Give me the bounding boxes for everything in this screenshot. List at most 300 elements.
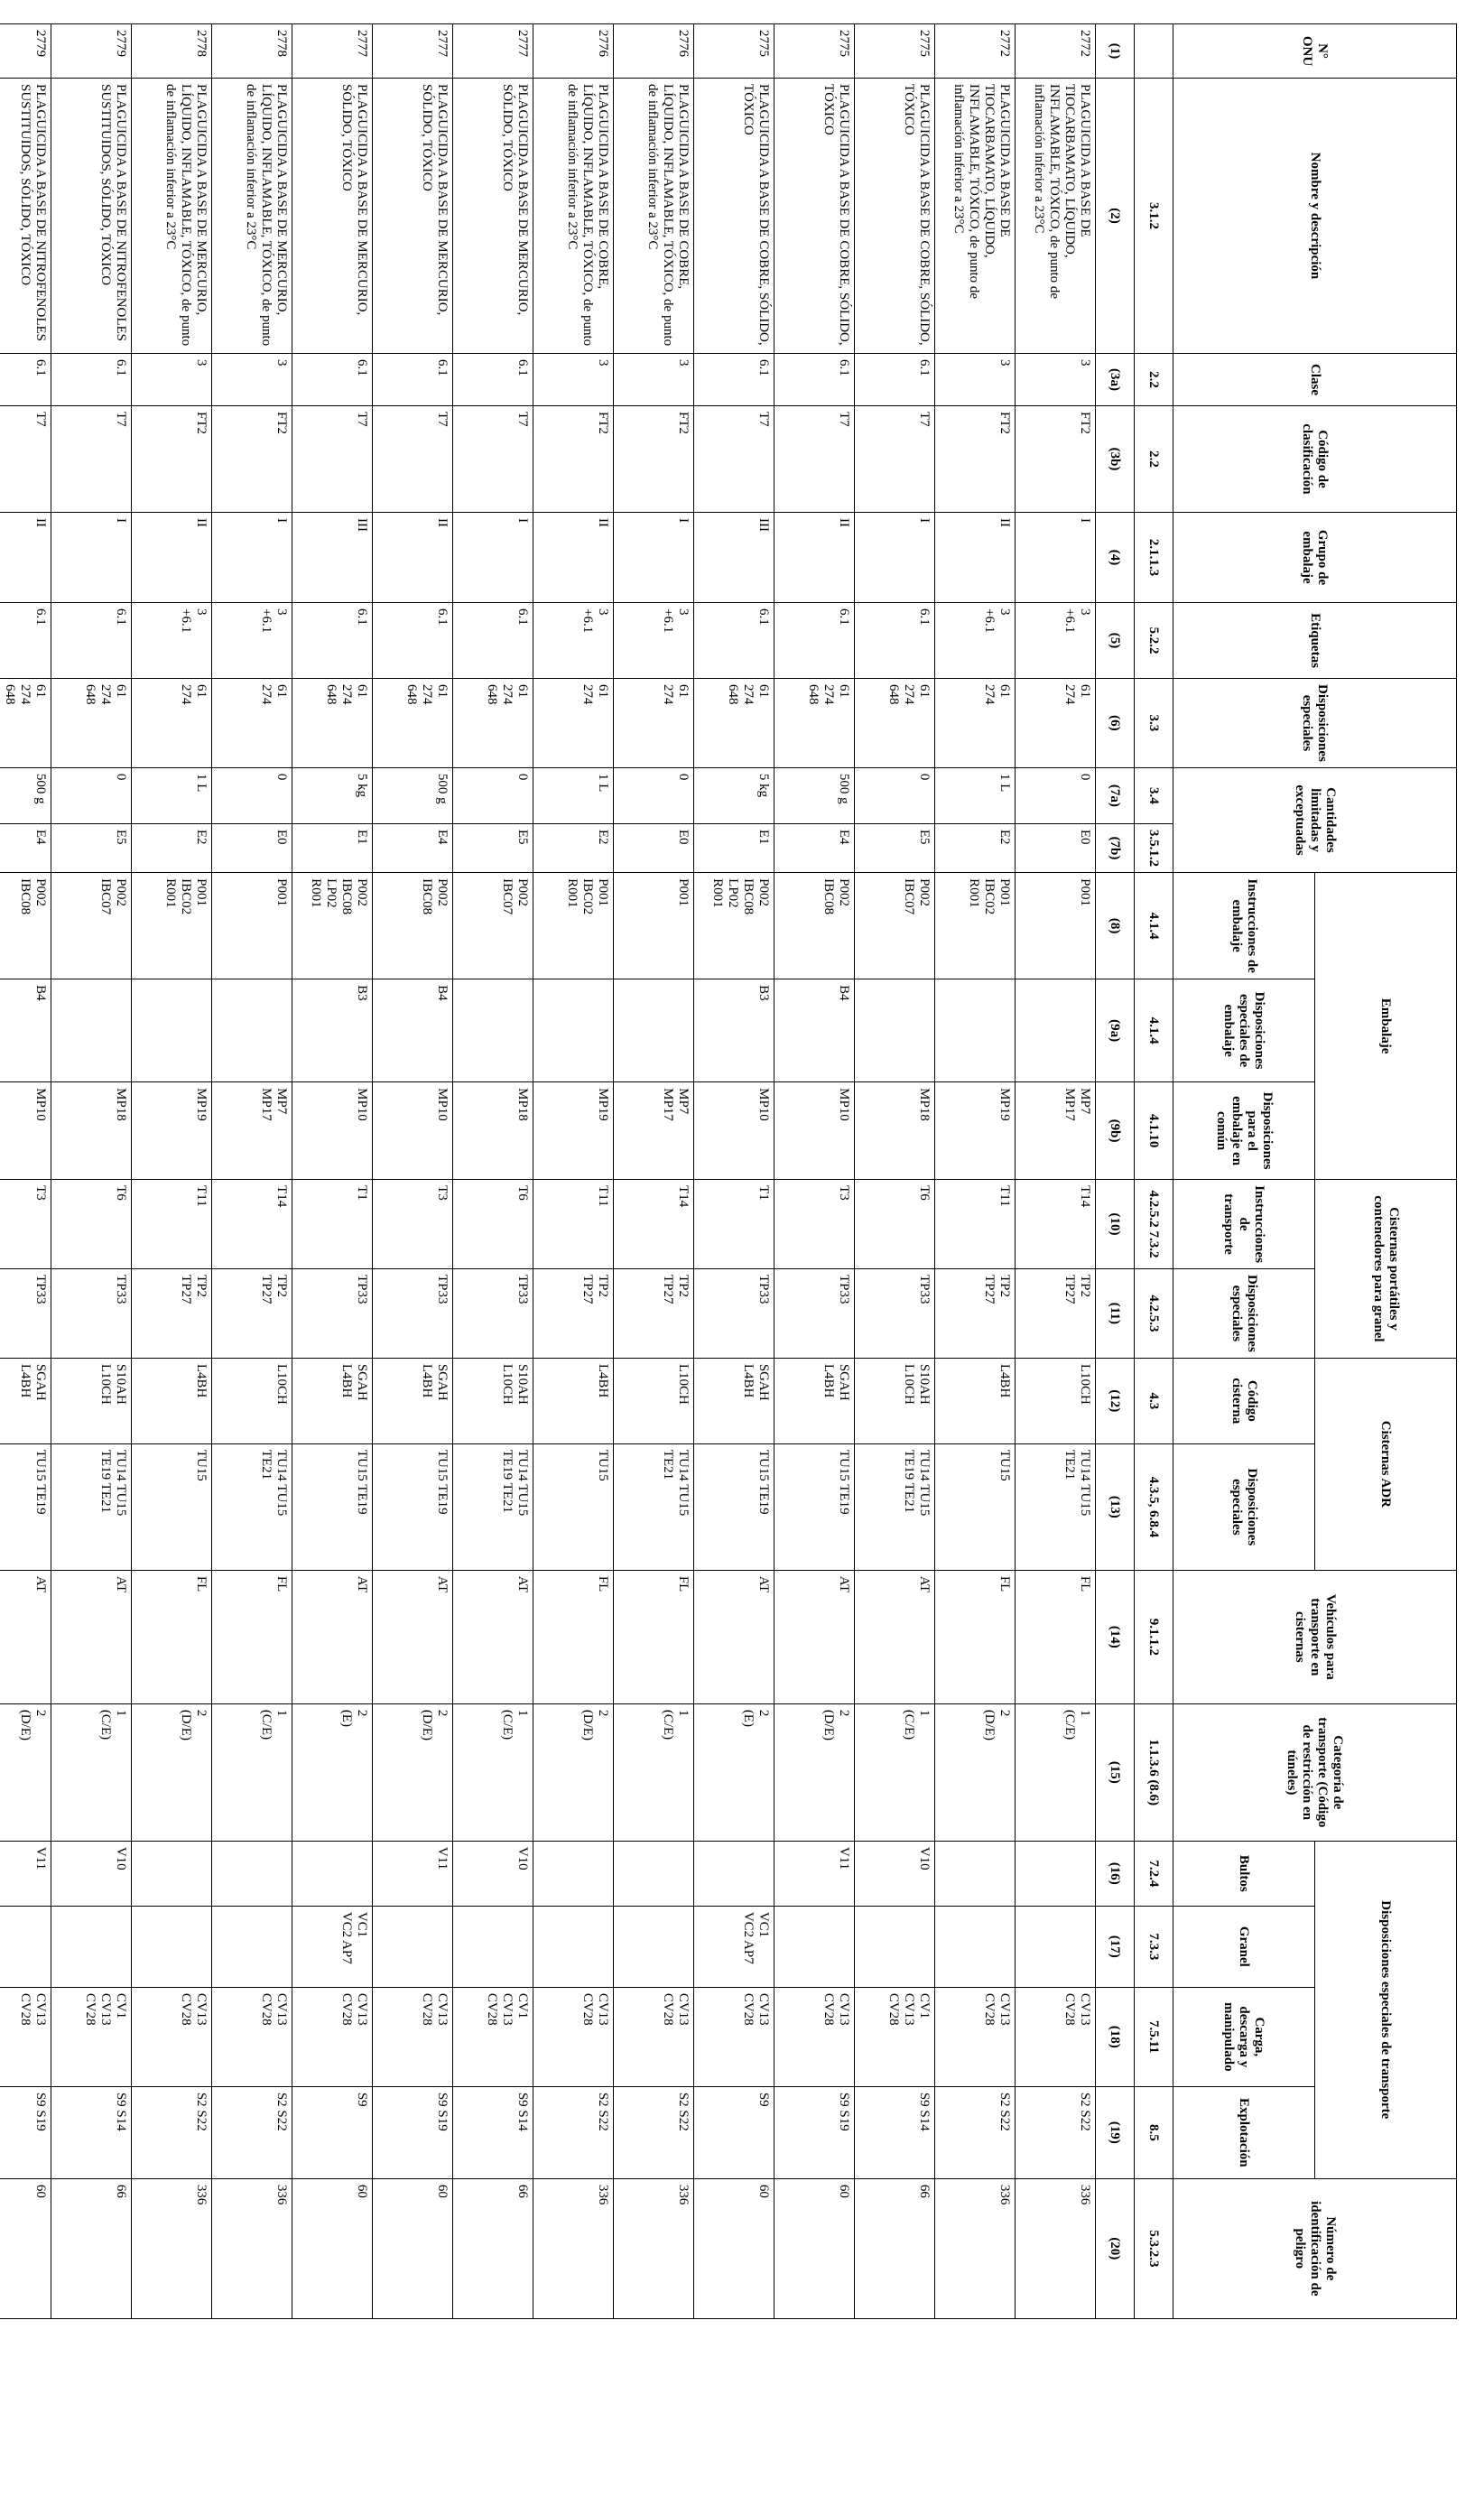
table-row [855,24,935,2319]
table-cell: 336 [212,2178,292,2318]
table-cell [51,1906,132,1987]
table-cell: 6.1 [774,354,855,406]
table-cell: 60 [292,2178,373,2318]
table-cell: 0 [453,767,533,823]
table-cell: 66 [51,2178,132,2318]
header-labels: Etiquetas [1173,603,1457,679]
table-cell: 2776 [614,24,694,79]
table-cell: TP33 [373,1268,453,1358]
table-cell [533,1906,614,1987]
table-cell: 1 (C/E) [614,1703,694,1841]
table-cell: E4 [373,823,453,872]
table-cell: 3 [212,354,292,406]
table-cell: B4 [0,979,51,1082]
table-cell: MP19 [533,1082,614,1180]
table-cell: FL [1016,1570,1096,1703]
table-cell: MP10 [694,1082,774,1180]
reference-cell [1135,24,1173,79]
table-cell: V10 [855,1841,935,1906]
table-cell: T11 [935,1180,1016,1269]
column-number-cell: (12) [1096,1358,1135,1443]
table-cell: TU15 [132,1443,212,1570]
table-cell: T14 [212,1180,292,1269]
table-cell: I [453,513,533,603]
table-cell: S2 S22 [614,2086,694,2178]
table-cell: AT [694,1570,774,1703]
table-cell: TP33 [0,1268,51,1358]
table-cell: 1 (C/E) [51,1703,132,1841]
table-cell [0,1906,51,1987]
table-cell: CV13 CV28 [935,1987,1016,2086]
table-row [453,24,533,2319]
table-cell: 1 (C/E) [1016,1703,1096,1841]
table-cell: VC1 VC2 AP7 [292,1906,373,1987]
table-cell: 6.1 [453,354,533,406]
table-cell: 2 (D/E) [935,1703,1016,1841]
table-cell: S9 S14 [855,2086,935,2178]
table-cell: 3 +6.1 [1016,603,1096,679]
table-cell: 6.1 [51,354,132,406]
table-cell: CV13 CV28 [774,1987,855,2086]
reference-cell: 4.1.10 [1135,1082,1173,1180]
table-cell: 2 (D/E) [533,1703,614,1841]
table-cell: TP33 [855,1268,935,1358]
reference-cell: 7.2.4 [1135,1841,1173,1906]
reference-cell: 5.2.2 [1135,603,1173,679]
table-cell: P002 IBC08 [774,873,855,979]
header-packing-instructions: Instrucciones de embalaje [1173,873,1315,979]
table-cell [533,1841,614,1906]
table-cell: TP2 TP27 [1016,1268,1096,1358]
table-cell: MP10 [373,1082,453,1180]
table-cell [132,979,212,1082]
column-number-cell: (18) [1096,1987,1135,2086]
table-cell: MP7 MP17 [1016,1082,1096,1180]
table-cell: II [935,513,1016,603]
header-row-groups [1315,24,1457,2319]
table-cell: B3 [694,979,774,1082]
table-cell: TP33 [453,1268,533,1358]
table-cell [212,1906,292,1987]
table-cell: MP18 [855,1082,935,1180]
column-number-cell: (14) [1096,1570,1135,1703]
table-cell: P001 IBC02 R001 [533,873,614,979]
table-cell: TP33 [694,1268,774,1358]
table-cell: 500 g [774,767,855,823]
table-cell: 6.1 [292,354,373,406]
table-cell: FT2 [132,406,212,513]
table-cell [453,1906,533,1987]
table-row [373,24,453,2319]
table-cell [694,1841,774,1906]
table-cell: TU15 TE19 [774,1443,855,1570]
table-cell: 3 [1016,354,1096,406]
table-cell: 0 [51,767,132,823]
table-cell: B4 [774,979,855,1082]
table-cell: 336 [1016,2178,1096,2318]
table-cell: 61 274 [533,679,614,768]
table-cell: S9 S14 [51,2086,132,2178]
table-cell [935,979,1016,1082]
table-cell: 60 [0,2178,51,2318]
table-cell: P001 [614,873,694,979]
reference-cell: 4.2.5.3 [1135,1268,1173,1358]
reference-cell: 2.2 [1135,406,1173,513]
table-row [212,24,292,2319]
table-cell: 61 274 [614,679,694,768]
table-cell: 61 274 [212,679,292,768]
table-cell: III [694,513,774,603]
table-cell: T1 [694,1180,774,1269]
table-cell: E2 [132,823,212,872]
table-cell [614,979,694,1082]
table-cell: 2 (D/E) [373,1703,453,1841]
reference-cell: 4.3 [1135,1358,1173,1443]
table-cell: FL [614,1570,694,1703]
table-cell: TP2 TP27 [614,1268,694,1358]
table-cell: TU14 TU15 TE21 [212,1443,292,1570]
header-un-number: N° ONU [1173,24,1457,79]
table-cell: I [1016,513,1096,603]
table-cell: 5 kg [694,767,774,823]
table-cell: SGAH L4BH [774,1358,855,1443]
table-cell: 6.1 [373,603,453,679]
table-cell: P002 IBC07 [855,873,935,979]
table-cell: L4BH [935,1358,1016,1443]
table-cell: PLAGUICIDA A BASE DE MERCURIO, LÍQUIDO, INFLAMABLE, TÓXICO, de punto de inflamación inferior a 23°C [212,79,292,354]
table-cell: L10CH [1016,1358,1096,1443]
header-bulk: Granel [1173,1906,1315,1987]
table-cell: PLAGUICIDA A BASE DE MERCURIO, LÍQUIDO, INFLAMABLE, TÓXICO, de punto de inflamación inferior a 23°C [132,79,212,354]
table-cell: 1 L [533,767,614,823]
table-cell: TU15 TE19 [694,1443,774,1570]
table-cell: 2772 [1016,24,1096,79]
table-cell: I [51,513,132,603]
table-cell: FT2 [533,406,614,513]
table-cell: 6.1 [0,354,51,406]
table-cell: TU15 [935,1443,1016,1570]
header-tank-special-provisions: Disposiciones especiales [1173,1443,1315,1570]
table-cell: T1 [292,1180,373,1269]
table-cell: CV1 CV13 CV28 [453,1987,533,2086]
table-body [0,24,1096,2319]
reference-cell: 8.5 [1135,2086,1173,2178]
table-cell: CV13 CV28 [614,1987,694,2086]
reference-cell: 4.1.4 [1135,873,1173,979]
reference-cell: 9.1.1.2 [1135,1570,1173,1703]
header-tank-code: Código cisterna [1173,1358,1315,1443]
table-cell: AT [855,1570,935,1703]
table-cell [614,1841,694,1906]
table-cell: 3 [132,354,212,406]
table-cell: 5 kg [292,767,373,823]
table-cell: TP33 [774,1268,855,1358]
table-cell: B3 [292,979,373,1082]
table-cell: 2772 [935,24,1016,79]
table-cell: CV13 CV28 [373,1987,453,2086]
table-cell: 2778 [212,24,292,79]
table-row [292,24,373,2319]
table-cell: V10 [51,1841,132,1906]
table-cell: PLAGUICIDA A BASE DE MERCURIO, SÓLIDO, TÓXICO [453,79,533,354]
table-cell: MP7 MP17 [212,1082,292,1180]
header-adr-tanks-group: Cisternas ADR [1315,1358,1457,1570]
table-cell [453,979,533,1082]
table-cell: 2 (D/E) [774,1703,855,1841]
table-cell: T6 [855,1180,935,1269]
table-cell: MP18 [51,1082,132,1180]
table-cell: 500 g [373,767,453,823]
column-number-cell: (3a) [1096,354,1135,406]
table-cell [212,979,292,1082]
table-cell: S2 S22 [132,2086,212,2178]
table-cell: AT [51,1570,132,1703]
table-cell: PLAGUICIDA A BASE DE COBRE, SÓLIDO, TÓXICO [694,79,774,354]
table-cell: MP10 [292,1082,373,1180]
table-cell: III [292,513,373,603]
table-cell: 61 274 648 [51,679,132,768]
table-cell: 2779 [0,24,51,79]
table-cell: SGAH L4BH [292,1358,373,1443]
table-cell: S2 S22 [533,2086,614,2178]
table-cell: L4BH [132,1358,212,1443]
table-cell: P002 IBC08 LP02 R001 [694,873,774,979]
table-cell: PLAGUICIDA A BASE DE MERCURIO, SÓLIDO, TÓXICO [373,79,453,354]
table-cell: 2779 [51,24,132,79]
reference-cell: 7.3.3 [1135,1906,1173,1987]
table-cell: FT2 [1016,406,1096,513]
table-cell: FL [132,1570,212,1703]
table-cell: PLAGUICIDA A BASE DE NITROFENOLES SUSTITUIDOS, SÓLIDO, TÓXICO [0,79,51,354]
column-number-cell: (8) [1096,873,1135,979]
table-cell: T11 [132,1180,212,1269]
table-cell: SGAH L4BH [0,1358,51,1443]
table-cell: 61 274 648 [373,679,453,768]
table-cell: V11 [0,1841,51,1906]
table-cell: 336 [533,2178,614,2318]
table-cell: V11 [373,1841,453,1906]
header-name: Nombre y descripción [1173,79,1457,354]
table-cell: VC1 VC2 AP7 [694,1906,774,1987]
table-cell: II [373,513,453,603]
table-cell: T7 [774,406,855,513]
header-special-transport-group: Disposiciones especiales de transporte [1315,1841,1457,2178]
header-classification-code: Código de clasificación [1173,406,1457,513]
table-cell [774,1906,855,1987]
table-cell: CV13 CV28 [0,1987,51,2086]
table-cell: 61 274 [1016,679,1096,768]
column-number-cell: (20) [1096,2178,1135,2318]
header-transport-instructions: Instrucciones de transporte [1173,1180,1315,1269]
table-cell: P001 [1016,873,1096,979]
header-mixed-packing: Disposiciones para el embalaje en común [1173,1082,1315,1180]
reference-cell: 4.1.4 [1135,979,1173,1082]
table-cell: V11 [774,1841,855,1906]
column-number-cell: (17) [1096,1906,1135,1987]
table-cell: FL [533,1570,614,1703]
table-cell: AT [292,1570,373,1703]
table-cell: TU14 TU15 TE21 [614,1443,694,1570]
table-cell: 2775 [694,24,774,79]
table-cell: T7 [855,406,935,513]
table-cell: 3 +6.1 [614,603,694,679]
table-cell [1016,1841,1096,1906]
table-cell: 6.1 [694,354,774,406]
table-cell: 1 L [132,767,212,823]
table-cell: TP2 TP27 [212,1268,292,1358]
table-cell: CV13 CV28 [533,1987,614,2086]
table-cell: TP33 [51,1268,132,1358]
column-number-cell: (1) [1096,24,1135,79]
table-cell: II [132,513,212,603]
table-cell: FL [212,1570,292,1703]
table-cell: 1 (C/E) [453,1703,533,1841]
reference-cell: 3.3 [1135,679,1173,768]
table-cell: T14 [614,1180,694,1269]
table-cell: 6.1 [0,603,51,679]
table-cell: TU15 TE19 [373,1443,453,1570]
table-row [694,24,774,2319]
table-cell: E0 [1016,823,1096,872]
table-row [774,24,855,2319]
table-cell: MP7 MP17 [614,1082,694,1180]
table-cell [1016,1906,1096,1987]
table-cell: T7 [0,406,51,513]
table-cell: T6 [453,1180,533,1269]
table-cell: 336 [935,2178,1016,2318]
table-cell: 2 (D/E) [0,1703,51,1841]
table-cell: CV13 CV28 [132,1987,212,2086]
table-cell: 6.1 [51,603,132,679]
table-cell: 3 [935,354,1016,406]
table-cell: AT [453,1570,533,1703]
table-cell: P001 [212,873,292,979]
table-cell: CV13 CV28 [1016,1987,1096,2086]
table-cell [855,979,935,1082]
table-cell: L10CH [212,1358,292,1443]
reference-cell: 3.1.2 [1135,79,1173,354]
header-packaging-group: Embalaje [1315,873,1457,1180]
table-cell: 0 [212,767,292,823]
dangerous-goods-table [0,23,1457,2319]
table-cell: 6.1 [453,603,533,679]
table-cell: CV13 CV28 [292,1987,373,2086]
table-cell: TP2 TP27 [533,1268,614,1358]
reference-cell: 1.1.3.6 (8.6) [1135,1703,1173,1841]
table-cell: I [614,513,694,603]
header-hazard-id: Número de identificación de peligro [1173,2178,1457,2318]
reference-cell: 3.5.1.2 [1135,823,1173,872]
table-cell: T3 [0,1180,51,1269]
table-cell: S2 S22 [1016,2086,1096,2178]
column-number-cell: (15) [1096,1703,1135,1841]
table-cell: S9 S19 [0,2086,51,2178]
table-cell: S9 [694,2086,774,2178]
table-cell: PLAGUICIDA A BASE DE COBRE, LÍQUIDO, INFLAMABLE, TÓXICO, de punto de inflamación inferior a 23°C [614,79,694,354]
table-cell: PLAGUICIDA A BASE DE TIOCARBAMATO, LÍQUIDO, INFLAMABLE, TÓXICO, de punto de inflamación inferior a 23°C [1016,79,1096,354]
table-cell: T7 [453,406,533,513]
table-cell: 0 [1016,767,1096,823]
column-number-cell: (2) [1096,79,1135,354]
table-cell: P002 IBC07 [453,873,533,979]
table-cell: 60 [774,2178,855,2318]
table-cell: T11 [533,1180,614,1269]
table-cell: CV13 CV28 [212,1987,292,2086]
table-cell: E5 [453,823,533,872]
header-transport-category: Categoría de transporte (Código de restricción en túneles) [1173,1703,1457,1841]
table-cell [51,979,132,1082]
table-cell: S9 S19 [373,2086,453,2178]
table-cell: SGAH L4BH [694,1358,774,1443]
table-cell: S10AH L10CH [51,1358,132,1443]
table-cell [132,1841,212,1906]
table-cell: 2 (D/E) [132,1703,212,1841]
table-cell: S9 S19 [774,2086,855,2178]
table-cell: T14 [1016,1180,1096,1269]
header-portable-tanks-group: Cisternas portátiles y contenedores para granel [1315,1180,1457,1359]
table-cell: S2 S22 [212,2086,292,2178]
reference-cell: 5.3.2.3 [1135,2178,1173,2318]
table-cell: E4 [774,823,855,872]
table-cell: E0 [614,823,694,872]
table-cell: AT [774,1570,855,1703]
table-cell: P001 IBC02 R001 [935,873,1016,979]
column-number-cell: (3b) [1096,406,1135,513]
table-cell: T7 [51,406,132,513]
table-cell: 2775 [855,24,935,79]
table-cell: TU15 TE19 [292,1443,373,1570]
table-cell: TP2 TP27 [935,1268,1016,1358]
table-cell: 6.1 [774,603,855,679]
table-cell [935,1906,1016,1987]
table-cell: 61 274 648 [292,679,373,768]
table-cell: PLAGUICIDA A BASE DE TIOCARBAMATO, LÍQUIDO, INFLAMABLE, TÓXICO, de punto de inflamación inferior a 23°C [935,79,1016,354]
reference-cell: 3.4 [1135,767,1173,823]
table-cell: 61 274 648 [453,679,533,768]
table-cell [855,1906,935,1987]
table-cell: CV1 CV13 CV28 [51,1987,132,2086]
table-cell: B4 [373,979,453,1082]
table-cell: AT [373,1570,453,1703]
table-cell: E0 [212,823,292,872]
table-cell: T3 [774,1180,855,1269]
column-number-cell: (7a) [1096,767,1135,823]
table-cell: 500 g [0,767,51,823]
table-cell: PLAGUICIDA A BASE DE MERCURIO, SÓLIDO, TÓXICO [292,79,373,354]
table-cell: L4BH [533,1358,614,1443]
table-cell: 61 274 648 [774,679,855,768]
table-cell: 0 [855,767,935,823]
table-cell: 336 [132,2178,212,2318]
table-cell: T7 [373,406,453,513]
table-cell: PLAGUICIDA A BASE DE COBRE, SÓLIDO, TÓXICO [774,79,855,354]
column-number-cell: (6) [1096,679,1135,768]
table-cell: 1 (C/E) [212,1703,292,1841]
table-cell: MP19 [935,1082,1016,1180]
table-cell: SGAH L4BH [373,1358,453,1443]
table-cell: 2 (E) [694,1703,774,1841]
table-cell: 1 (C/E) [855,1703,935,1841]
table-cell: P002 IBC07 [51,873,132,979]
table-cell: TU14 TU15 TE19 TE21 [453,1443,533,1570]
table-cell: FT2 [614,406,694,513]
column-number-cell: (9b) [1096,1082,1135,1180]
table-row [533,24,614,2319]
table-cell: TU14 TU15 TE19 TE21 [855,1443,935,1570]
table-cell: MP18 [453,1082,533,1180]
table-cell: 3 +6.1 [935,603,1016,679]
table-cell: S2 S22 [935,2086,1016,2178]
